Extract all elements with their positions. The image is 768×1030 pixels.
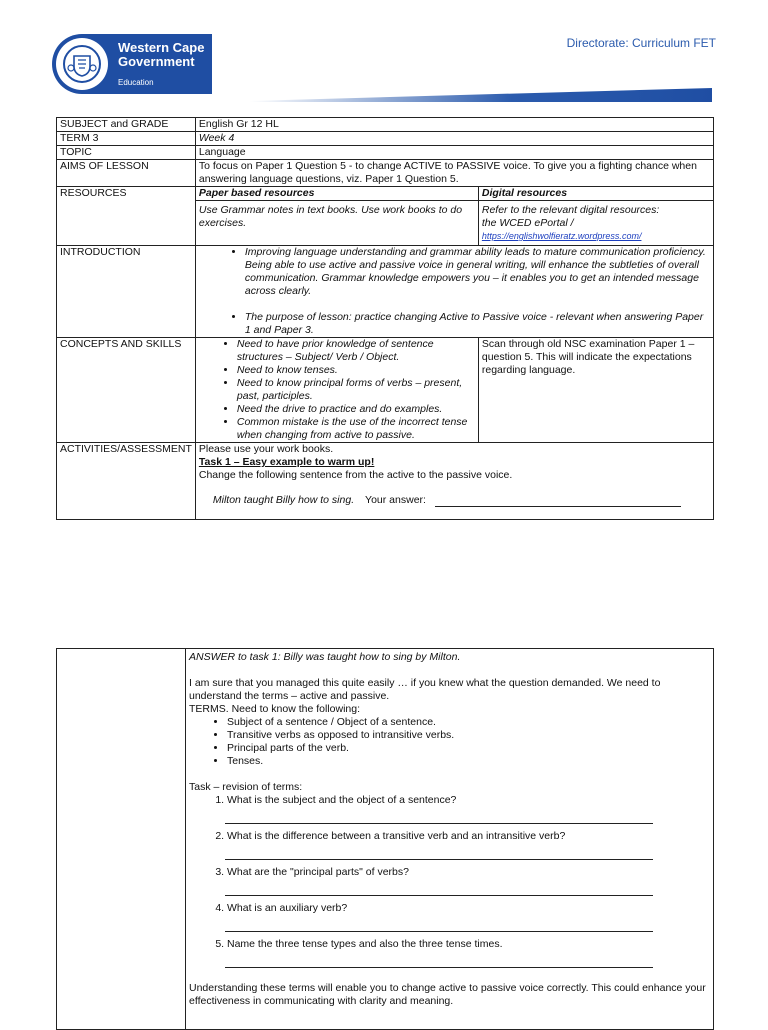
term-value: Week 4 [195,132,713,146]
list-item: • Need the drive to practice and do examples. [237,403,475,416]
task1-title: Task 1 – Easy example to warm up! [198,456,375,468]
subject-value: English Gr 12 HL [195,118,713,132]
revision-questions [189,830,710,843]
paper-resources-heading: Paper based resources [195,187,478,201]
logo-line-1: Western Cape [118,40,205,55]
list-item: • Tenses. [227,755,710,768]
revision-questions [189,938,710,951]
answer-line[interactable] [225,915,653,932]
introduction-label: INTRODUCTION [57,246,196,338]
terms-list [189,716,710,768]
concepts-note: Scan through old NSC examination Paper 1 – question 5. This will indicate the expectations regarding language. [478,338,713,443]
wcg-logo [52,34,212,94]
logo-line-2: Government [118,54,195,69]
subject-label: SUBJECT and GRADE [57,118,196,132]
directorate-title: Directorate: Curriculum FET [566,36,716,50]
aims-row [57,160,714,187]
activities-row [57,443,714,520]
list-item: • Improving language understanding and grammar ability leads to mature communication proficiency. Being able to use active and passive voice in general writing, will enhance the subtleties of overall communication. Grammar knowledge empowers you – it enables you to get an intended message across clearly. [245,246,710,298]
digital-resources-line1: Refer to the relevant digital resources: [481,204,660,216]
digital-resources-text [478,201,713,246]
resources-head-row [57,187,714,201]
question-item: 5. Name the three tense types and also the three tense times. [227,938,710,951]
concepts-label: CONCEPTS AND SKILLS [57,338,196,443]
activities-content [195,443,713,520]
activities-line2: Change the following sentence from the active to the passive voice. [198,469,513,481]
empty-label-cell [57,649,186,1030]
revision-questions [189,902,710,915]
answer-table [56,648,714,1030]
lesson-plan-table [56,117,714,520]
paper-resources-text: Use Grammar notes in text books. Use work books to do exercises. [195,201,478,246]
introduction-content [195,246,713,338]
subject-row [57,118,714,132]
coat-of-arms-icon [56,38,108,90]
answer-line[interactable] [225,807,653,824]
topic-label: TOPIC [57,146,196,160]
introduction-list [199,246,710,337]
question-item: 4. What is an auxiliary verb? [227,902,710,915]
example-line [199,494,710,507]
answer-row [57,649,714,1030]
answer-task1: ANSWER to task 1: Billy was taught how to sing by Milton. [189,651,461,663]
answer-line[interactable] [225,843,653,860]
list-item: • The purpose of lesson: practice changing Active to Passive voice - relevant when answering Paper 1 and Paper 3. [245,311,710,337]
answer-line[interactable] [225,951,653,968]
list-item: • Transitive verbs as opposed to intransitive verbs. [227,729,710,742]
list-item: • Need to know principal forms of verbs – present, past, participles. [237,377,475,403]
intro-paragraph: I am sure that you managed this quite easily … if you knew what the question demanded. We need to understand the terms – active and passive. [189,677,661,702]
question-item: 2. What is the difference between a transitive verb and an intransitive verb? [227,830,710,843]
aims-label: AIMS OF LESSON [57,160,196,187]
list-item: • Principal parts of the verb. [227,742,710,755]
closing-paragraph: Understanding these terms will enable you to change active to passive voice correctly. This could enhance your effectiveness in communicating with clarity and meaning. [189,982,706,1007]
activities-line1: Please use your work books. [198,443,334,455]
list-item: • Need to know tenses. [237,364,475,377]
topic-value: Language [195,146,713,160]
answer-content [186,649,714,1030]
concepts-list [199,338,475,442]
page-header [0,0,768,110]
task-revision-heading: Task – revision of terms: [189,781,303,793]
list-item: • Subject of a sentence / Object of a sentence. [227,716,710,729]
answer-line[interactable] [225,879,653,896]
resources-label: RESOURCES [57,187,196,246]
revision-questions [189,866,710,879]
list-item: • Need to have prior knowledge of sentence structures – Subject/ Verb / Object. [237,338,475,364]
revision-questions [189,794,710,807]
question-item: 1. What is the subject and the object of a sentence? [227,794,710,807]
aims-value: To focus on Paper 1 Question 5 - to change ACTIVE to PASSIVE voice. To give you a fighting chance when answering language questions, viz. Paper 1 Question 5. [195,160,713,187]
resource-link[interactable]: https://englishwolfieratz.wordpress.com/ [481,231,642,241]
example-sentence: Milton taught Billy how to sing. [212,494,355,506]
question-item: 3. What are the "principal parts" of verbs? [227,866,710,879]
activities-label: ACTIVITIES/ASSESSMENT [57,443,196,520]
terms-intro: TERMS. Need to know the following: [189,703,360,715]
term-label: TERM 3 [57,132,196,146]
logo-subtitle: Education [118,78,154,87]
term-row [57,132,714,146]
your-answer-label: Your answer: [365,494,426,506]
answer-blank[interactable] [435,506,681,507]
concepts-row [57,338,714,443]
list-item: • Common mistake is the use of the incorrect tense when changing from active to passive. [237,416,475,442]
digital-resources-heading: Digital resources [478,187,713,201]
introduction-row [57,246,714,338]
topic-row [57,146,714,160]
digital-resources-line2: the WCED ePortal / [481,217,574,229]
concepts-content [195,338,478,443]
header-band [212,88,712,102]
